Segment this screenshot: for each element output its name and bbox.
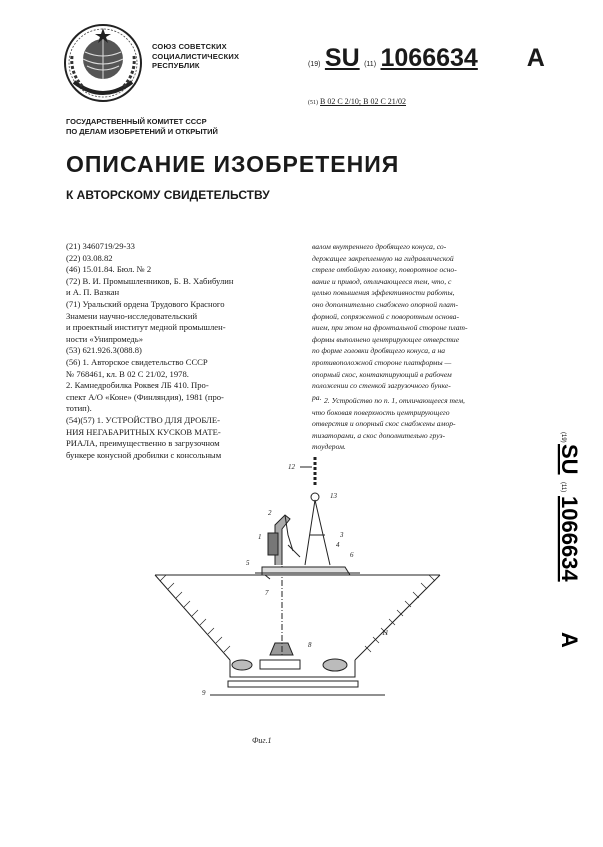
- text-line: тизаторами, а скос дополнительно груз-: [312, 430, 445, 440]
- text-line: (72) В. И. Промышленников, Б. В. Хабибулин: [66, 275, 234, 286]
- figure-label: 11: [382, 629, 389, 637]
- figure-label: 2: [268, 509, 272, 517]
- figure-label: 6: [350, 551, 354, 559]
- text-line: (46) 15.01.84. Бюл. № 2: [66, 264, 152, 275]
- text-line: ра.: [312, 392, 322, 402]
- text-line: (21) 3460719/29-33: [66, 241, 135, 251]
- text-line: оно дополнительно снабжено опорной плат-: [312, 299, 458, 309]
- state-emblem-icon: [62, 22, 144, 104]
- text-line: отверстия и опорный скос снабжены амор-: [312, 419, 456, 429]
- hopper-wall: [155, 575, 230, 660]
- country-code: SU: [324, 44, 360, 72]
- text-line: нием, при этом на фронтальной стороне плат-: [312, 323, 468, 333]
- text-line: ности «Унипромедь»: [66, 333, 144, 344]
- crusher-base: [228, 681, 358, 687]
- support-platform: [262, 567, 350, 575]
- ipc-value: В 02 С 2/10; В 02 С 21/02: [320, 97, 407, 106]
- country-code-label: (19): [308, 61, 321, 68]
- text-line: спект А/О «Конe» (Финляндия), 1981 (про-: [66, 391, 224, 402]
- org-line: СОЦИАЛИСТИЧЕСКИХ: [152, 51, 240, 61]
- text-line: по форме головки дробящего конуса, а на: [312, 346, 446, 356]
- text-line: формой, сопряженной с поворотным основа-: [312, 311, 459, 321]
- text-line: вание и привод, отличающееся тем, что, с: [312, 276, 452, 286]
- text-line: (53) 621.926.3(088.8): [66, 345, 142, 356]
- ipc-classification: [308, 97, 406, 106]
- figure-label: 3: [340, 531, 344, 539]
- text-line: положении со стенкой загрузочного бунке-: [312, 381, 451, 391]
- document-title: ОПИСАНИЕ ИЗОБРЕТЕНИЯ: [66, 151, 400, 177]
- hopper-wall: [355, 575, 440, 660]
- text-line: № 768461, кл. В 02 С 21/02, 1978.: [66, 368, 189, 379]
- text-line: (56) 1. Авторское свидетельство СССР: [66, 356, 208, 367]
- bibliographic-column: [66, 241, 290, 461]
- figure-label: 9: [202, 689, 206, 697]
- ipc-code-label: (51): [308, 100, 318, 106]
- figure-label: 1: [258, 533, 262, 541]
- text-line: бункере конусной дробилки с консольным: [66, 449, 222, 460]
- text-line: РИАЛА, преимущественно в загрузочном: [66, 438, 220, 449]
- side-patent-number: 1066634: [557, 496, 582, 582]
- text-line: и проектный институт медной промышлен-: [66, 322, 226, 333]
- committee-line: ГОСУДАРСТВЕННЫЙ КОМИТЕТ СССР: [66, 117, 207, 126]
- text-line: Знамени научно-исследовательский: [66, 310, 198, 321]
- figure-label: 13: [330, 492, 337, 500]
- org-line: СОЮЗ СОВЕТСКИХ: [152, 42, 227, 51]
- org-line: РЕСПУБЛИК: [152, 61, 200, 70]
- side-patent-kind: A: [557, 632, 582, 648]
- side-patent-stamp: [540, 430, 582, 660]
- text-line: противоположной стороне платформы —: [312, 357, 452, 367]
- committee-line: ПО ДЕЛАМ ИЗОБРЕТЕНИЙ И ОТКРЫТИЙ: [66, 127, 218, 136]
- text-line: держащее закрепленную на гидравлической: [312, 253, 454, 263]
- figure-label: 5: [246, 559, 250, 567]
- text-line: 2. Устройство по п. 1, отличающееся тем,: [324, 396, 465, 405]
- technical-drawing: [150, 455, 445, 735]
- side-number-code-label: (11): [560, 482, 566, 493]
- committee-name: [66, 117, 218, 137]
- text-line: НИЯ НЕГАБАРИТНЫХ КУСКОВ МАТЕ-: [66, 426, 221, 437]
- claim-2: [312, 395, 536, 453]
- text-line: и А. П. Вазкан: [66, 287, 120, 298]
- number-code-label: (11): [364, 61, 377, 68]
- text-line: (54)(57) 1. УСТРОЙСТВО ДЛЯ ДРОБЛЕ-: [66, 414, 220, 425]
- text-line: (71) Уральский ордена Трудового Красного: [66, 298, 225, 309]
- side-country-code-label: (19): [560, 432, 566, 443]
- text-line: валом внутреннего дробящего конуса, со-: [312, 242, 447, 251]
- text-line: что боковая поверхность центрирующего: [312, 407, 450, 417]
- patent-kind: A: [526, 44, 545, 72]
- figure-label: 7: [265, 589, 269, 597]
- patent-designation: [308, 44, 545, 73]
- patent-number: 1066634: [380, 44, 478, 72]
- organization-name: [152, 42, 239, 71]
- text-line: (22) 03.08.82: [66, 252, 113, 263]
- text-line: тоудером.: [312, 442, 346, 452]
- text-line: тотип).: [66, 403, 92, 414]
- text-line: опорный скос, контактирующий в рабочем: [312, 369, 452, 379]
- text-line: 2. Камнедробилка Роквея ЛБ 410. Про-: [66, 380, 209, 391]
- text-line: стреле отбойную головку, поворотное осно-: [312, 265, 457, 275]
- text-line: целью повышения эффективности работы,: [312, 288, 455, 298]
- document-subtitle: К АВТОРСКОМУ СВИДЕТЕЛЬСТВУ: [66, 188, 270, 202]
- lifting-frame: [305, 500, 330, 565]
- figure-label: 12: [288, 463, 295, 471]
- figure-label: 4: [336, 541, 340, 549]
- figure-label: 8: [308, 641, 312, 649]
- figure-caption: Фиг.1: [252, 736, 272, 745]
- hopper-wall: [155, 575, 270, 579]
- claim-1-column: [312, 241, 536, 403]
- side-country-code: SU: [557, 444, 582, 475]
- text-line: формы выполнено центрирующее отверстие: [312, 334, 460, 344]
